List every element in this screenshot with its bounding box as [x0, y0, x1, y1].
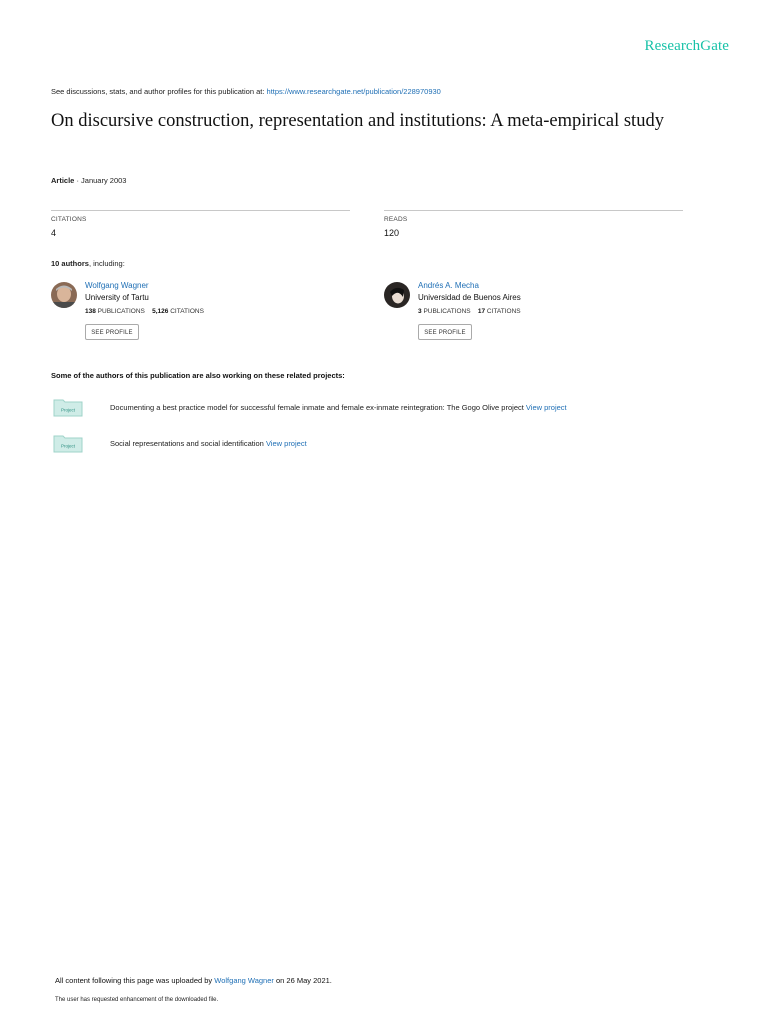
- author-citations-count: 5,126: [152, 308, 169, 315]
- upload-date: on 26 May 2021.: [276, 976, 332, 985]
- related-projects-heading: Some of the authors of this publication are also working on these related projects:: [51, 371, 345, 380]
- author-name-link[interactable]: Wolfgang Wagner: [85, 281, 149, 290]
- upload-prefix: All content following this page was uploaded by: [55, 976, 213, 985]
- author-citations-label: CITATIONS: [486, 308, 521, 315]
- author-publications-count: 138: [85, 308, 96, 315]
- project-folder-icon[interactable]: [53, 433, 83, 453]
- author-institution: University of Tartu: [85, 293, 149, 302]
- author-publications-label: PUBLICATIONS: [423, 308, 471, 315]
- publication-url-link[interactable]: https://www.researchgate.net/publication/228970930: [266, 87, 441, 96]
- project-title: Social representations and social identification: [110, 439, 264, 448]
- author-photo-icon: [51, 282, 77, 308]
- citations-count: 4: [51, 228, 57, 238]
- author-stats: [85, 308, 204, 315]
- avatar[interactable]: [51, 282, 77, 308]
- reads-label: READS: [384, 216, 408, 223]
- uploader-link[interactable]: Wolfgang Wagner: [214, 976, 274, 985]
- enhancement-note: The user has requested enhancement of the downloaded file.: [55, 997, 219, 1003]
- citations-divider: [51, 210, 350, 211]
- researchgate-logo[interactable]: ResearchGate: [644, 38, 729, 54]
- author-citations-count: 17: [477, 308, 486, 315]
- author-institution: Universidad de Buenos Aires: [418, 293, 521, 302]
- project-item: [110, 403, 567, 412]
- authors-suffix: , including:: [88, 259, 125, 268]
- reads-divider: [384, 210, 683, 211]
- see-profile-button[interactable]: SEE PROFILE: [85, 324, 139, 340]
- project-item: [110, 439, 307, 448]
- author-citations-label: CITATIONS: [170, 308, 204, 315]
- project-icon-label: Project: [60, 407, 76, 413]
- authors-count: 10 authors: [51, 259, 89, 268]
- view-project-link[interactable]: View project: [525, 403, 567, 412]
- view-project-link[interactable]: View project: [265, 439, 307, 448]
- author-photo-icon: [384, 282, 410, 308]
- publication-type: Article: [51, 176, 75, 185]
- authors-heading: [51, 259, 125, 268]
- publication-date: · January 2003: [76, 176, 127, 185]
- citations-label: CITATIONS: [51, 216, 87, 223]
- project-folder-icon[interactable]: [53, 397, 83, 417]
- publication-meta: [51, 176, 126, 185]
- author-stats: [418, 308, 521, 315]
- upload-note: [55, 976, 332, 985]
- author-publications-label: PUBLICATIONS: [97, 308, 145, 315]
- page-title: On discursive construction, representation and institutions: A meta-empirical study: [51, 111, 664, 131]
- project-icon-label: Project: [60, 443, 76, 449]
- author-publications-count: 3: [418, 308, 422, 315]
- avatar[interactable]: [384, 282, 410, 308]
- discussion-prefix: See discussions, stats, and author profiles for this publication at:: [51, 87, 265, 96]
- reads-count: 120: [384, 228, 400, 238]
- see-profile-button[interactable]: SEE PROFILE: [418, 324, 472, 340]
- author-name-link[interactable]: Andrés A. Mecha: [418, 281, 479, 290]
- project-title: Documenting a best practice model for successful female inmate and female ex-inmate reintegration: The Gogo Olive project: [110, 403, 524, 412]
- discussion-line: [51, 87, 441, 96]
